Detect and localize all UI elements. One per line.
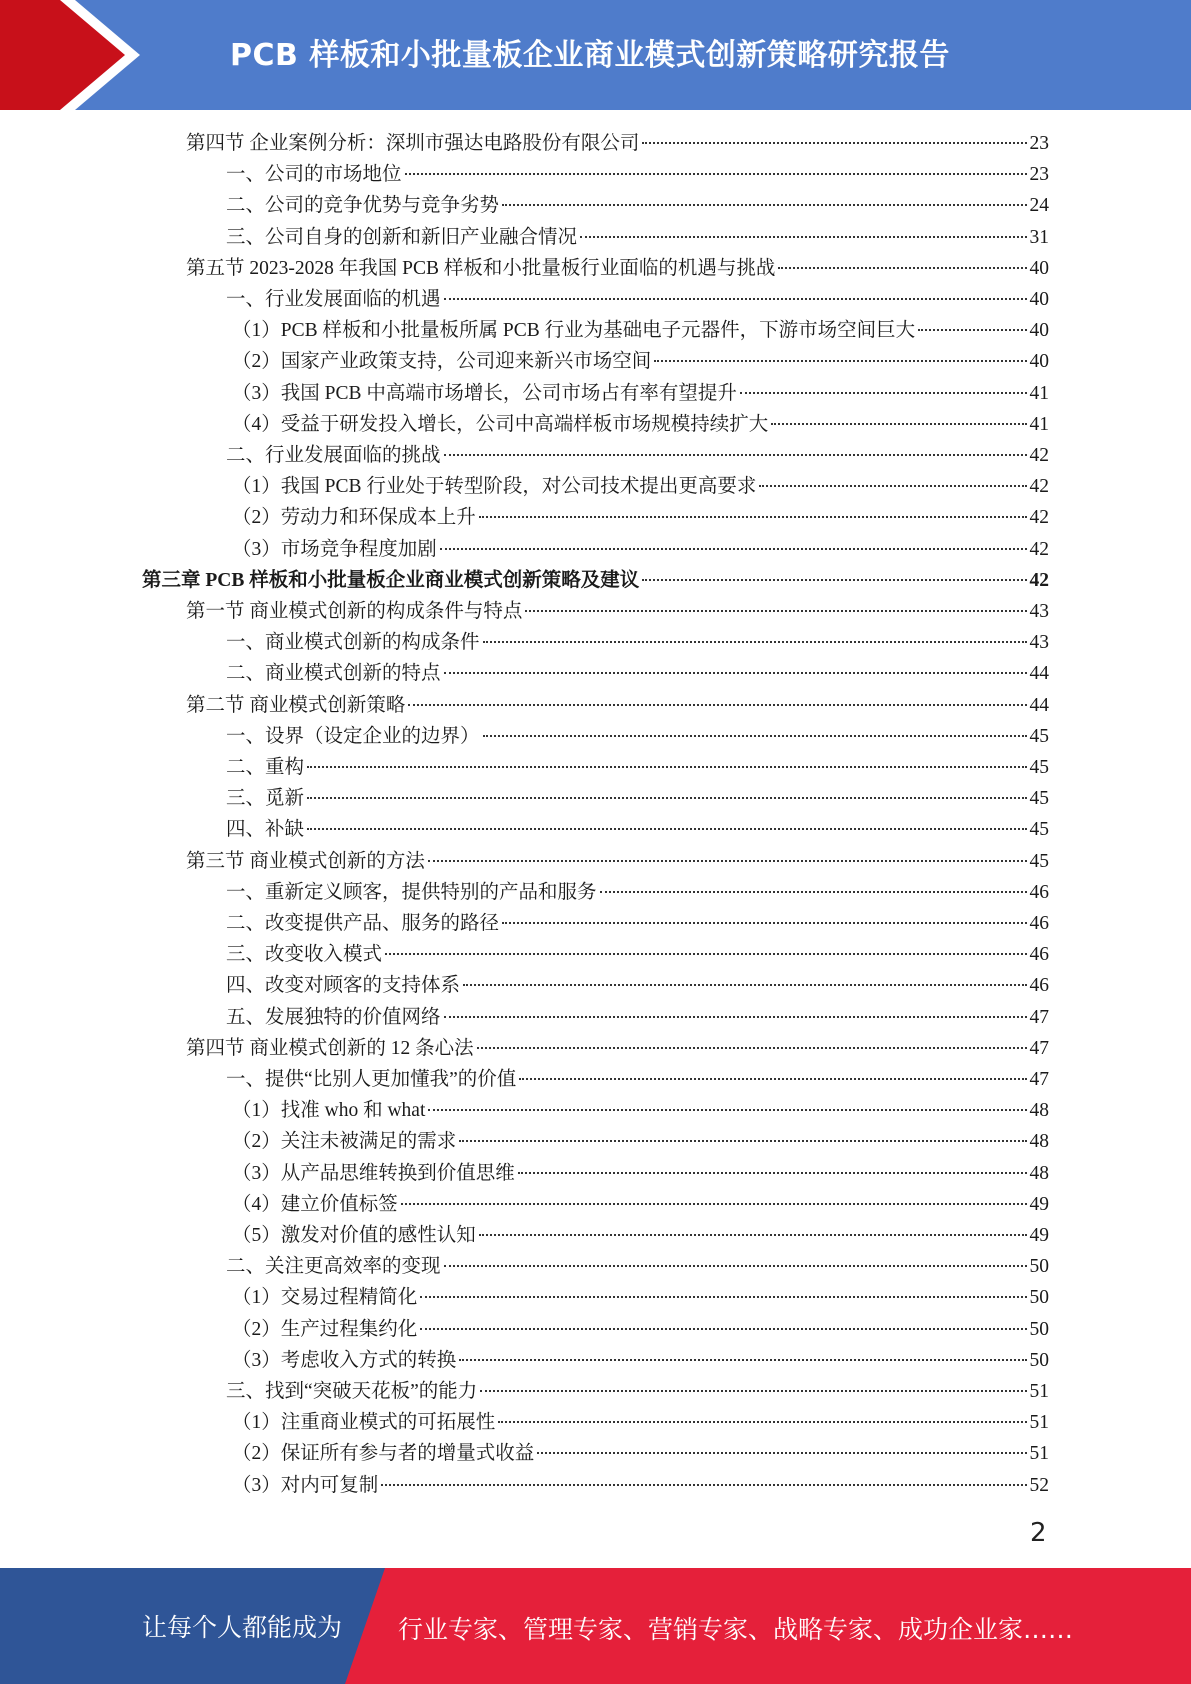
toc-dot-leader [525, 610, 1026, 612]
toc-entry[interactable] [226, 626, 1049, 657]
toc-entry-page: 43 [1029, 601, 1049, 622]
toc-entry-page: 51 [1029, 1443, 1049, 1465]
toc-dot-leader [502, 922, 1026, 924]
toc-dot-leader [444, 298, 1027, 300]
toc-entry-title: （3）市场竞争程度加剧 [232, 538, 437, 560]
toc-dot-leader [654, 360, 1026, 362]
toc-entry[interactable] [232, 1188, 1049, 1219]
toc-entry[interactable] [232, 501, 1049, 532]
toc-entry-title: 一、重新定义顾客，提供特别的产品和服务 [226, 881, 597, 903]
toc-entry[interactable] [226, 782, 1049, 813]
toc-entry[interactable] [232, 1313, 1049, 1344]
toc-entry-page: 51 [1029, 1381, 1049, 1402]
toc-dot-leader [444, 454, 1027, 456]
toc-entry-title: 二、关注更高效率的变现 [226, 1256, 441, 1278]
toc-entry[interactable] [226, 907, 1049, 938]
toc-entry-page: 51 [1029, 1412, 1049, 1434]
toc-dot-leader [480, 1390, 1026, 1392]
footer-slogan-right: 行业专家、管理专家、营销专家、战略专家、成功企业家…… [398, 1615, 1074, 1644]
toc-entry-page: 42 [1029, 569, 1049, 591]
toc-entry-title: （3）考虑收入方式的转换 [232, 1349, 457, 1371]
toc-entry-title: 三、觅新 [226, 788, 305, 810]
toc-entry[interactable] [232, 345, 1049, 376]
toc-entry-title: （4）受益于研发投入增长，公司中高端样板市场规模持续扩大 [232, 413, 769, 435]
toc-dot-leader [778, 267, 1026, 269]
toc-entry[interactable] [226, 189, 1049, 220]
toc-entry-page: 46 [1029, 913, 1049, 934]
toc-dot-leader [498, 1421, 1026, 1423]
toc-entry-page: 50 [1029, 1349, 1049, 1371]
toc-entry[interactable] [232, 1094, 1049, 1125]
toc-entry-page: 49 [1029, 1193, 1049, 1215]
toc-dot-leader [307, 766, 1026, 768]
toc-entry[interactable] [226, 657, 1049, 688]
toc-entry-page: 45 [1029, 725, 1049, 747]
footer-slogan-left: 让每个人都能成为 [142, 1613, 343, 1642]
toc-entry-page: 31 [1029, 226, 1049, 248]
toc-entry-page: 46 [1029, 975, 1049, 997]
toc-dot-leader [444, 672, 1027, 674]
toc-entry[interactable] [226, 938, 1049, 969]
toc-entry[interactable] [232, 314, 1049, 345]
toc-entry-page: 40 [1029, 351, 1049, 373]
toc-entry[interactable] [186, 1032, 1049, 1063]
toc-entry[interactable] [226, 1375, 1049, 1406]
toc-entry-title: 五、发展独特的价值网络 [226, 1006, 441, 1028]
toc-entry-title: 第三章 PCB 样板和小批量板企业商业模式创新策略及建议 [142, 569, 640, 591]
toc-entry-title: 四、补缺 [226, 819, 305, 841]
toc-entry[interactable] [232, 408, 1049, 439]
toc-entry[interactable] [186, 252, 1049, 283]
toc-entry-page: 50 [1029, 1318, 1049, 1340]
toc-entry-title: 四、改变对顾客的支持体系 [226, 975, 461, 997]
toc-dot-leader [381, 1484, 1026, 1486]
toc-entry-title: 二、公司的竞争优势与竞争劣势 [226, 195, 500, 217]
toc-entry-title: 三、改变收入模式 [226, 944, 383, 966]
toc-entry-title: 第三节 商业模式创新的方法 [186, 850, 425, 872]
toc-entry-page: 48 [1029, 1100, 1049, 1122]
toc-dot-leader [440, 548, 1027, 550]
toc-entry-page: 52 [1029, 1474, 1049, 1496]
toc-entry-page: 45 [1029, 757, 1049, 778]
toc-dot-leader [420, 1296, 1026, 1298]
toc-entry-title: （4）建立价值标签 [232, 1193, 398, 1215]
toc-entry-title: （2）生产过程集约化 [232, 1318, 418, 1340]
toc-entry[interactable] [186, 127, 1049, 158]
toc-entry-title: （2）劳动力和环保成本上升 [232, 507, 476, 529]
toc-entry[interactable] [142, 564, 1049, 595]
toc-dot-leader [307, 797, 1026, 799]
toc-entry[interactable] [186, 689, 1049, 720]
toc-dot-leader [537, 1452, 1026, 1454]
toc-entry-title: （2）国家产业政策支持，公司迎来新兴市场空间 [232, 351, 652, 373]
toc-entry-page: 41 [1029, 413, 1049, 435]
toc-dot-leader [459, 1359, 1026, 1361]
toc-entry[interactable] [226, 221, 1049, 252]
toc-entry-page: 48 [1029, 1162, 1049, 1184]
toc-entry-title: 三、找到“突破天花板”的能力 [226, 1381, 478, 1402]
toc-entry-page: 45 [1029, 819, 1049, 841]
toc-dot-leader [385, 953, 1026, 955]
toc-entry-title: （1）我国 PCB 行业处于转型阶段，对公司技术提出更高要求 [232, 476, 757, 498]
toc-dot-leader [483, 735, 1027, 737]
toc-entry-title: （2）关注未被满足的需求 [232, 1131, 457, 1153]
toc-entry-page: 42 [1029, 538, 1049, 560]
toc-dot-leader [307, 828, 1026, 830]
page-number: 2 [1030, 1518, 1047, 1548]
report-title: PCB 样板和小批量板企业商业模式创新策略研究报告 [230, 38, 950, 73]
toc-entry-title: 第五节 2023-2028 年我国 PCB 样板和小批量板行业面临的机遇与挑战 [186, 257, 776, 279]
toc-entry-page: 42 [1029, 445, 1049, 466]
toc-entry[interactable] [226, 1001, 1049, 1032]
toc-entry[interactable] [186, 845, 1049, 876]
toc-entry-page: 47 [1029, 1069, 1049, 1090]
toc-entry[interactable] [232, 470, 1049, 501]
toc-entry-page: 42 [1029, 476, 1049, 498]
toc-entry-title: （5）激发对价值的感性认知 [232, 1225, 476, 1246]
toc-entry[interactable] [232, 377, 1049, 408]
toc-dot-leader [428, 1109, 1026, 1111]
toc-entry[interactable] [186, 595, 1049, 626]
toc-dot-leader [918, 329, 1026, 331]
toc-dot-leader [642, 142, 1026, 144]
toc-entry-title: 一、商业模式创新的构成条件 [226, 632, 480, 654]
toc-dot-leader [600, 891, 1027, 893]
toc-entry-page: 49 [1029, 1225, 1049, 1246]
toc-entry-page: 24 [1029, 195, 1049, 217]
toc-dot-leader [408, 704, 1026, 706]
toc-entry[interactable] [226, 751, 1049, 782]
page-footer [0, 1568, 1191, 1684]
toc-dot-leader [428, 860, 1027, 862]
toc-dot-leader [642, 579, 1026, 581]
toc-entry-page: 45 [1029, 850, 1049, 872]
toc-entry[interactable] [226, 969, 1049, 1000]
toc-dot-leader [518, 1172, 1027, 1174]
toc-dot-leader [477, 1047, 1027, 1049]
toc-entry-title: 一、提供“比别人更加懂我”的价值 [226, 1069, 517, 1090]
toc-dot-leader [444, 1265, 1027, 1267]
toc-entry-page: 44 [1029, 663, 1049, 685]
toc-entry[interactable] [232, 1219, 1049, 1250]
toc-dot-leader [502, 204, 1026, 206]
toc-entry[interactable] [232, 1344, 1049, 1375]
toc-entry-page: 46 [1029, 944, 1049, 966]
toc-entry[interactable] [226, 1063, 1049, 1094]
toc-dot-leader [479, 1234, 1027, 1236]
toc-entry[interactable] [232, 1437, 1049, 1468]
toc-dot-leader [401, 1203, 1027, 1205]
toc-entry-page: 41 [1029, 382, 1049, 404]
toc-dot-leader [420, 1328, 1026, 1330]
toc-entry-title: 一、设界（设定企业的边界） [226, 725, 480, 747]
toc-entry-page: 50 [1029, 1287, 1049, 1309]
toc-dot-leader [759, 485, 1026, 487]
toc-entry-page: 23 [1029, 164, 1049, 186]
toc-entry-page: 23 [1029, 133, 1049, 154]
toc-entry[interactable] [232, 1125, 1049, 1156]
toc-entry-page: 40 [1029, 289, 1049, 310]
toc-entry-title: （1）注重商业模式的可拓展性 [232, 1412, 496, 1434]
toc-dot-leader [444, 1016, 1027, 1018]
toc-entry-title: （1）PCB 样板和小批量板所属 PCB 行业为基础电子元器件，下游市场空间巨大 [232, 320, 916, 342]
toc-entry[interactable] [226, 813, 1049, 844]
toc-dot-leader [580, 236, 1026, 238]
toc-entry-title: 一、行业发展面临的机遇 [226, 289, 441, 310]
toc-entry-page: 42 [1029, 507, 1049, 529]
toc-entry[interactable] [226, 283, 1049, 314]
toc-entry[interactable] [232, 1406, 1049, 1437]
toc-dot-leader [479, 516, 1027, 518]
toc-dot-leader [463, 984, 1026, 986]
toc-entry[interactable] [226, 439, 1049, 470]
toc-entry-page: 40 [1029, 320, 1049, 342]
toc-entry-page: 50 [1029, 1256, 1049, 1278]
toc-entry-title: 第一节 商业模式创新的构成条件与特点 [186, 601, 523, 622]
toc-entry-title: 二、重构 [226, 757, 305, 778]
toc-entry-page: 45 [1029, 788, 1049, 810]
toc-entry[interactable] [226, 876, 1049, 907]
toc-entry-title: （1）交易过程精简化 [232, 1287, 418, 1309]
toc-entry[interactable] [226, 720, 1049, 751]
toc-entry-page: 47 [1029, 1037, 1049, 1059]
toc-entry-title: （3）我国 PCB 中高端市场增长，公司市场占有率有望提升 [232, 382, 737, 404]
toc-entry-page: 48 [1029, 1131, 1049, 1153]
toc-dot-leader [519, 1078, 1026, 1080]
toc-entry-title: （2）保证所有参与者的增量式收益 [232, 1443, 535, 1465]
toc-entry[interactable] [232, 533, 1049, 564]
toc-entry-title: 第四节 商业模式创新的 12 条心法 [186, 1037, 474, 1059]
toc-entry[interactable] [226, 1250, 1049, 1281]
toc-entry[interactable] [226, 158, 1049, 189]
toc-entry-title: （3）从产品思维转换到价值思维 [232, 1162, 515, 1184]
toc-entry-title: 第四节 企业案例分析：深圳市强达电路股份有限公司 [186, 133, 640, 154]
toc-dot-leader [740, 392, 1027, 394]
toc-entry-title: （3）对内可复制 [232, 1474, 379, 1496]
toc-entry-title: （1）找准 who 和 what [232, 1100, 426, 1122]
toc-entry-page: 40 [1029, 257, 1049, 279]
toc-entry-page: 44 [1029, 694, 1049, 716]
toc-entry-title: 三、公司自身的创新和新旧产业融合情况 [226, 226, 578, 248]
toc-entry-title: 第二节 商业模式创新策略 [186, 694, 406, 716]
toc-entry[interactable] [232, 1157, 1049, 1188]
toc-entry-page: 43 [1029, 632, 1049, 654]
toc-dot-leader [405, 173, 1027, 175]
page-header [0, 0, 1191, 110]
toc-dot-leader [771, 423, 1026, 425]
toc-dot-leader [459, 1140, 1026, 1142]
toc-entry-page: 47 [1029, 1006, 1049, 1028]
toc-entry[interactable] [232, 1469, 1049, 1500]
toc-entry-title: 二、改变提供产品、服务的路径 [226, 913, 500, 934]
toc-entry-page: 46 [1029, 881, 1049, 903]
toc-entry-title: 二、商业模式创新的特点 [226, 663, 441, 685]
toc-entry-title: 一、公司的市场地位 [226, 164, 402, 186]
toc-entry-title: 二、行业发展面临的挑战 [226, 445, 441, 466]
toc-entry[interactable] [232, 1281, 1049, 1312]
toc-dot-leader [483, 641, 1027, 643]
